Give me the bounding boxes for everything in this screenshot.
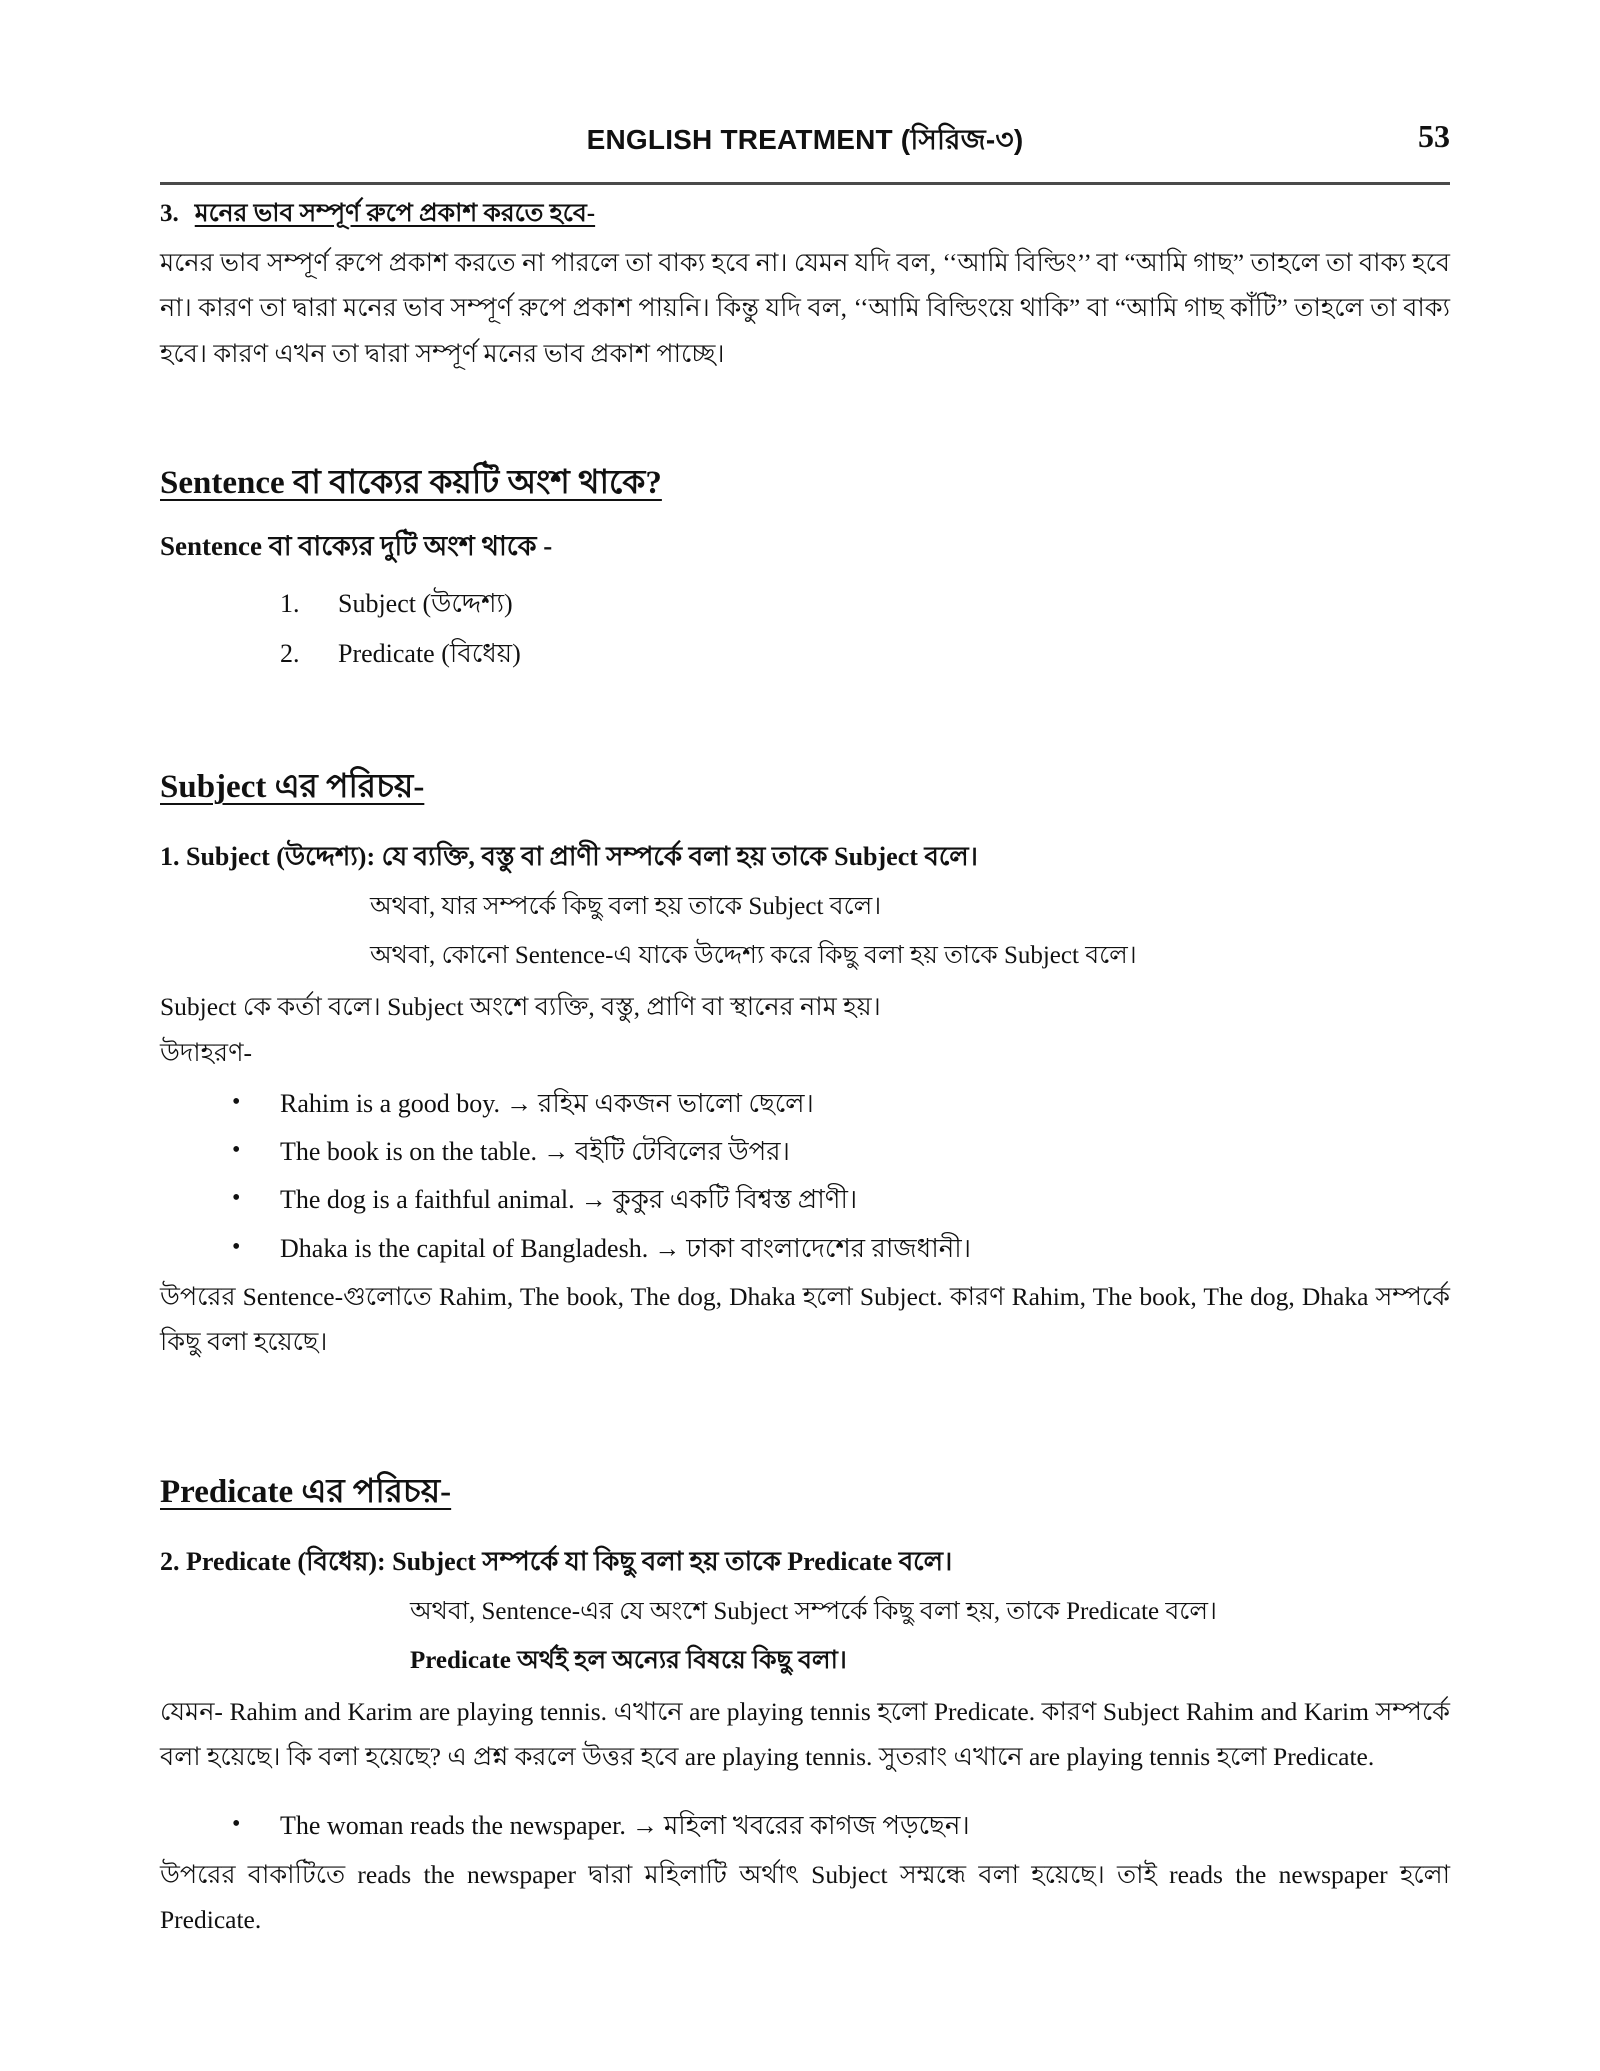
subject-note: Subject কে কর্তা বলে। Subject অংশে ব্যক্তি, বস্তু, প্রাণি বা স্থানের নাম হয়।	[160, 992, 881, 1022]
list-item	[206, 1081, 1450, 1127]
example-english: The book is on the table.	[280, 1137, 538, 1167]
list-item-label: Subject (উদ্দেশ্য)	[338, 589, 513, 619]
predicate-alt-definition-2: Predicate অর্থই হল অন্যের বিষয়ে কিছু বলা।	[410, 1646, 847, 1674]
list-item-marker: 2.	[280, 638, 300, 668]
example-english: Dhaka is the capital of Bangladesh.	[280, 1233, 649, 1263]
section-3-number: 3.	[160, 200, 179, 227]
header-rule	[160, 182, 1450, 185]
bullet-icon: •	[232, 1233, 241, 1260]
predicate-examples-list	[160, 1803, 1450, 1849]
predicate-heading-wrap	[160, 1419, 1450, 1531]
subject-heading: Subject এর পরিচয়-	[160, 769, 425, 806]
sentence-parts-heading: Sentence বা বাক্যের কয়টি অংশ থাকে?	[160, 465, 662, 502]
example-bangla: বইটি টেবিলের উপর।	[575, 1137, 790, 1167]
section-3-heading	[160, 193, 1450, 236]
example-bangla: মহিলা খবরের কাগজ পড়ছেন।	[663, 1811, 970, 1841]
arrow-icon: →	[580, 1185, 607, 1215]
page-content	[160, 0, 1450, 1942]
bullet-icon: •	[232, 1185, 241, 1212]
example-bangla: রহিম একজন ভালো ছেলে।	[538, 1088, 814, 1118]
subject-heading-wrap	[160, 714, 1450, 826]
example-bangla: ঢাকা বাংলাদেশের রাজধানী।	[686, 1233, 972, 1263]
predicate-summary: উপরের বাকাটিতে reads the newspaper দ্বারা মহিলাটি অর্থাৎ Subject সম্মন্ধে বলা হয়েছে। তাই reads the newspaper হলো Predicate.	[160, 1859, 1450, 1935]
list-item	[206, 1177, 1450, 1223]
subject-summary: উপরের Sentence-গুলোতে Rahim, The book, The dog, Dhaka হলো Subject. কারণ Rahim, The book, The dog, Dhaka সম্পর্কে কিছু বলা হয়েছে।	[160, 1281, 1450, 1357]
list-item-marker: 1.	[280, 589, 300, 619]
subject-examples-label: উদাহরণ-	[160, 1037, 252, 1067]
list-item	[280, 631, 1450, 677]
spacer	[160, 1365, 1450, 1419]
book-title: ENGLISH TREATMENT (সিরিজ-৩)	[586, 124, 1024, 155]
list-item	[280, 581, 1450, 627]
example-english: The woman reads the newspaper.	[280, 1811, 626, 1841]
spacer	[160, 680, 1450, 714]
arrow-icon: →	[654, 1233, 681, 1263]
bullet-icon: •	[232, 1137, 241, 1164]
section-3-title: মনের ভাব সম্পূর্ণ রুপে প্রকাশ করতে হবে-	[194, 200, 596, 227]
subject-examples-list	[160, 1081, 1450, 1272]
example-bangla: কুকুর একটি বিশ্বস্ত প্রাণী।	[612, 1185, 858, 1215]
bullet-icon: •	[232, 1811, 241, 1838]
list-item-label: Predicate (বিধেয়)	[338, 638, 521, 668]
sentence-parts-lead: Sentence বা বাক্যের দুটি অংশ থাকে -	[160, 531, 553, 562]
predicate-alt-definition-1: অথবা, Sentence-এর যে অংশে Subject সম্পর্কে কিছু বলা হয়, তাকে Predicate বলে।	[410, 1597, 1217, 1625]
list-item	[206, 1803, 1450, 1849]
page-number: 53	[1418, 118, 1450, 154]
subject-alt-definition-2: অথবা, কোনো Sentence-এ যাকে উদ্দেশ্য করে কিছু বলা হয় তাকে Subject বলে।	[370, 942, 1137, 970]
arrow-icon: →	[543, 1137, 570, 1167]
spacer	[160, 1779, 1450, 1797]
predicate-explanation: যেমন- Rahim and Karim are playing tennis. এখানে are playing tennis হলো Predicate. কারণ Subject Rahim and Karim সম্পর্কে বলা হয়েছে। কি বলা হয়েছে? এ প্রশ্ন করলে উত্তর হবে are playing tennis. সুতরাং এখানে are playing tennis হলো Predicate.	[160, 1696, 1450, 1772]
list-item	[206, 1226, 1450, 1272]
spacer	[160, 376, 1450, 410]
arrow-icon: →	[506, 1088, 533, 1118]
predicate-definition: 2. Predicate (বিধেয়): Subject সম্পর্কে যা কিছু বলা হয় তাকে Predicate বলে।	[160, 1546, 953, 1576]
subject-definition: 1. Subject (উদ্দেশ্য): যে ব্যক্তি, বস্তু বা প্রাণী সম্পর্কে বলা হয় তাকে Subject বলে।	[160, 842, 978, 872]
sentence-parts-list	[160, 581, 1450, 676]
subject-alt-definition-1: অথবা, যার সম্পর্কে কিছু বলা হয় তাকে Subject বলে।	[370, 893, 882, 921]
example-english: The dog is a faithful animal.	[280, 1185, 575, 1215]
predicate-heading: Predicate এর পরিচয়-	[160, 1473, 452, 1510]
sentence-parts-heading-wrap	[160, 410, 1450, 522]
page-header	[160, 118, 1450, 178]
example-english: Rahim is a good boy.	[280, 1088, 501, 1118]
section-3-body: মনের ভাব সম্পূর্ণ রুপে প্রকাশ করতে না পারলে তা বাক্য হবে না। যেমন যদি বল, ‘‘আমি বিল্ডিং’’ বা “আমি গাছ” তাহলে তা বাক্য হবে না। কারণ তা দ্বারা মনের ভাব সম্পূর্ণ রুপে প্রকাশ পায়নি। কিন্তু যদি বল, ‘‘আমি বিল্ডিংয়ে থাকি” বা “আমি গাছ কাঁটি” তাহলে তা বাক্য হবে। কারণ এখন তা দ্বারা সম্পূর্ণ মনের ভাব প্রকাশ পাচ্ছে।	[160, 248, 1450, 368]
bullet-icon: •	[232, 1088, 241, 1115]
list-item	[206, 1129, 1450, 1175]
arrow-icon: →	[631, 1811, 658, 1841]
